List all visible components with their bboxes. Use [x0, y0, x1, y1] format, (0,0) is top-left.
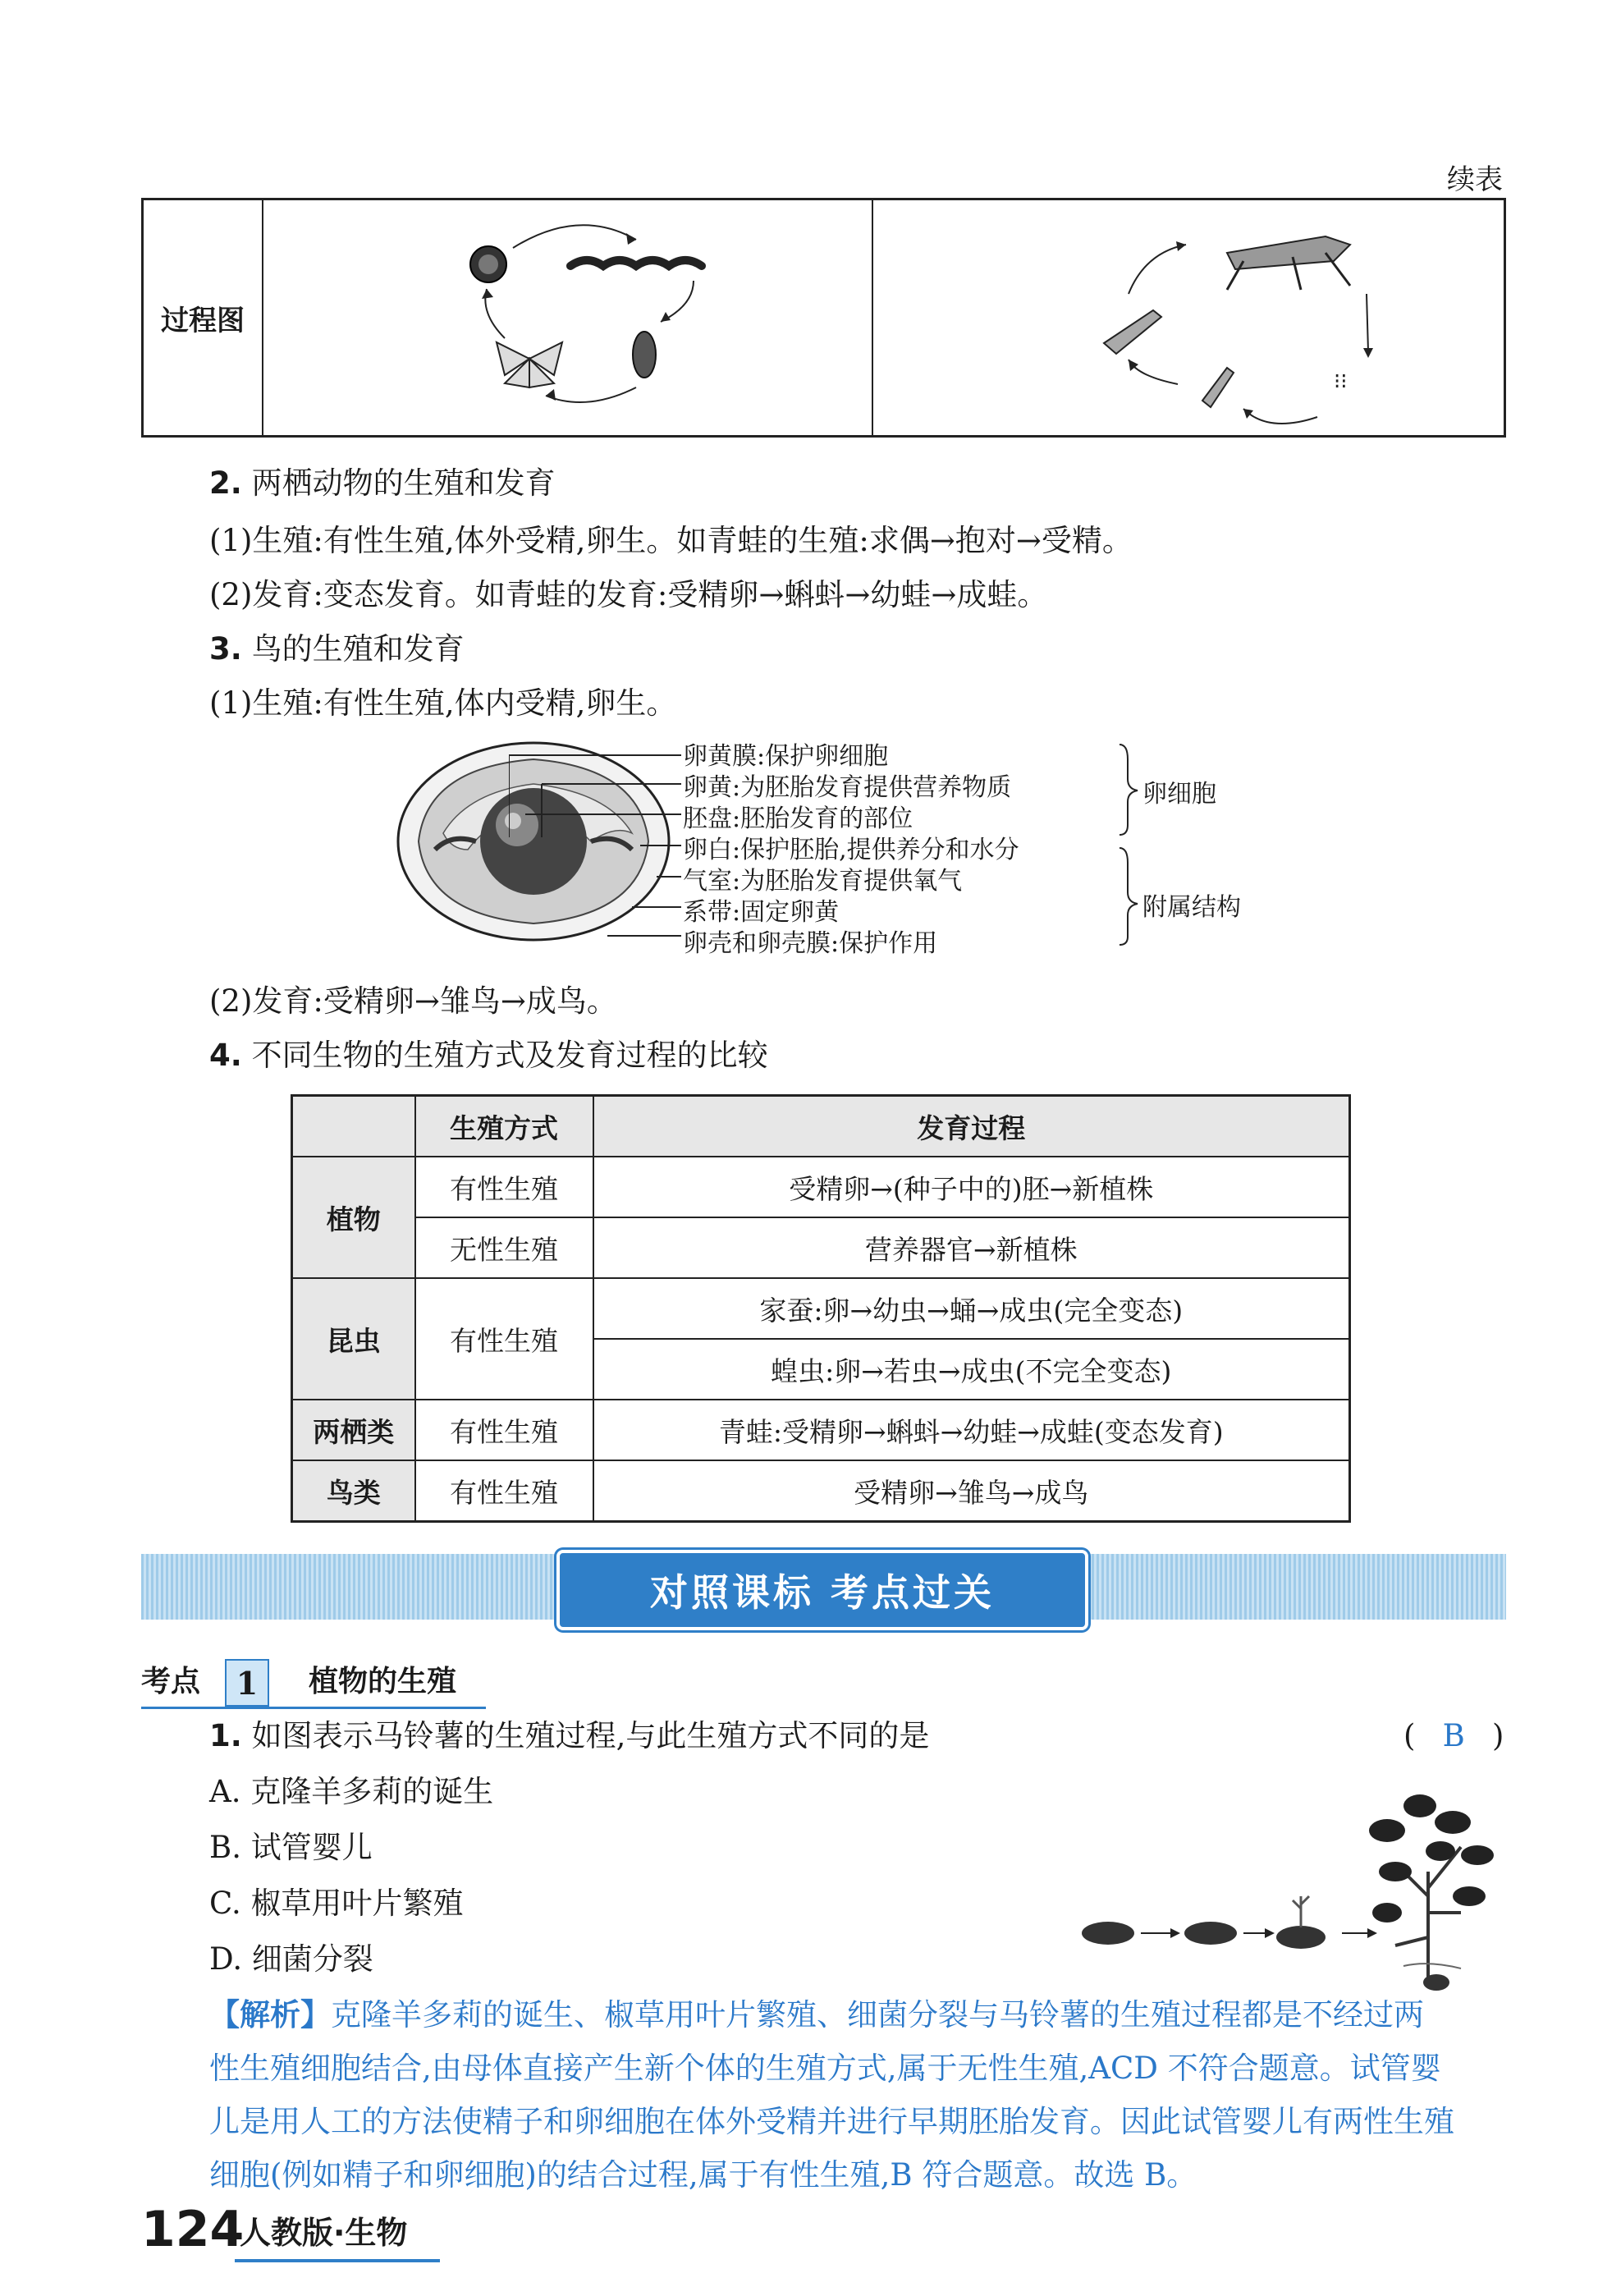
- potato-sprout-icon: [1276, 1926, 1326, 1949]
- option-a: A. 克隆羊多莉的诞生: [209, 1774, 494, 1809]
- egg-label-air-cell: 气室:为胚胎发育提供氧气: [683, 867, 963, 896]
- row-amphibian-name: 两栖类: [292, 1400, 415, 1460]
- plant-dev-1: 受精卵→(种子中的)胚→新植株: [593, 1157, 1350, 1217]
- locust-arrow-3: [1243, 409, 1317, 424]
- kaodian-label: 考点: [141, 1665, 201, 1698]
- header-mode: 生殖方式: [415, 1096, 593, 1157]
- potato-reproduction-figure: [1075, 1773, 1502, 1995]
- kaodian-title: 植物的生殖: [309, 1665, 457, 1698]
- pupa-icon: [633, 332, 656, 378]
- amphibian-dev: 青蛙:受精卵→蝌蚪→幼蛙→成蛙(变态发育): [593, 1400, 1350, 1460]
- egg-label-germinal-disc: 胚盘:胚胎发育的部位: [683, 804, 913, 833]
- analysis-tag: 【解析】: [209, 1997, 331, 2032]
- locust-cycle-diagram: [1079, 212, 1440, 425]
- section-3-line-2: (2)发育:受精卵→雏鸟→成鸟。: [209, 983, 617, 1019]
- table-row: [292, 1278, 1350, 1339]
- row-bird-name: 鸟类: [292, 1460, 415, 1522]
- section-2-title: 两栖动物的生殖和发育: [251, 465, 556, 501]
- book-title: 人教版·生物: [240, 2215, 408, 2251]
- cycle-arrow-1: [513, 225, 636, 248]
- analysis-line-1: [209, 1996, 1424, 2034]
- section-3-line-1: (1)生殖:有性生殖,体内受精,卵生。: [209, 685, 677, 721]
- section-3-heading: [209, 630, 465, 668]
- egg-label-albumen: 卵白:保护胚胎,提供养分和水分: [683, 836, 1019, 864]
- section-4-heading: [209, 1037, 768, 1075]
- egg-labels: [683, 741, 1019, 960]
- egg-label-yolk: 卵黄:为胚胎发育提供营养物质: [683, 773, 1012, 802]
- question-number: 1.: [209, 1718, 242, 1753]
- header-blank: [292, 1096, 415, 1157]
- potato-tuber-1-icon: [1082, 1922, 1134, 1945]
- answer-close: ): [1491, 1718, 1504, 1753]
- option-c: C. 椒草用叶片繁殖: [209, 1886, 464, 1921]
- silkworm-egg-inner: [478, 254, 498, 274]
- section-4-title: 不同生物的生殖方式及发育过程的比较: [251, 1038, 768, 1073]
- larva-icon: [570, 260, 702, 266]
- plant-mode-1: 有性生殖: [415, 1157, 593, 1217]
- egg-group-ovum: 卵细胞: [1142, 780, 1216, 809]
- table-row: [292, 1157, 1350, 1217]
- analysis-text-1: 克隆羊多莉的诞生、椒草用叶片繁殖、细菌分裂与马铃薯的生殖过程都是不经过两: [331, 1997, 1424, 2032]
- section-banner: 对照课标 考点过关: [556, 1550, 1088, 1630]
- adult-locust-icon: [1227, 236, 1350, 269]
- egg-diagram-leader-lines: [509, 739, 698, 952]
- row-plant-name: 植物: [292, 1157, 415, 1278]
- nymph-large-icon: [1104, 310, 1161, 354]
- section-2-heading: [209, 465, 556, 502]
- egg-group-accessory: 附属结构: [1142, 893, 1241, 922]
- plant-mode-2: 无性生殖: [415, 1217, 593, 1278]
- answer-open: (: [1403, 1718, 1416, 1753]
- section-3-title: 鸟的生殖和发育: [251, 631, 465, 667]
- page-number: 124: [141, 2201, 245, 2258]
- locust-arrow-2: [1367, 294, 1368, 351]
- plant-dev-2: 营养器官→新植株: [593, 1217, 1350, 1278]
- comparison-table: [291, 1094, 1351, 1523]
- option-b: B. 试管婴儿: [209, 1830, 373, 1865]
- option-d: D. 细菌分裂: [209, 1941, 373, 1977]
- table-header-row: [292, 1096, 1350, 1157]
- egg-label-chalaza: 系带:固定卵黄: [683, 898, 840, 927]
- analysis-line-4: 细胞(例如精子和卵细胞)的结合过程,属于有性生殖,B 符合题意。故选 B。: [209, 2157, 1197, 2193]
- silkworm-cycle-diagram: [456, 215, 833, 420]
- insect-dev-2: 蝗虫:卵→若虫→成虫(不完全变态): [593, 1339, 1350, 1400]
- continued-label: 续表: [1447, 163, 1503, 196]
- section-4-number: 4.: [209, 1038, 242, 1073]
- insect-dev-1: 家蚕:卵→幼虫→蛹→成虫(完全变态): [593, 1278, 1350, 1339]
- bird-mode: 有性生殖: [415, 1460, 593, 1522]
- table-row: [292, 1217, 1350, 1278]
- section-3-number: 3.: [209, 631, 242, 667]
- section-2-line-2: (2)发育:变态发育。如青蛙的发育:受精卵→蝌蚪→幼蛙→成蛙。: [209, 577, 1048, 612]
- table-row: [292, 1460, 1350, 1522]
- moth-icon: [497, 342, 562, 387]
- footer-underline: [235, 2259, 440, 2262]
- question-text: 如图表示马铃薯的生殖过程,与此生殖方式不同的是: [251, 1718, 930, 1753]
- row-insect-name: 昆虫: [292, 1278, 415, 1400]
- nymph-small-icon: [1202, 368, 1234, 407]
- kaodian-number: 1: [225, 1659, 269, 1707]
- cycle-arrow-3: [546, 387, 636, 402]
- egg-label-yolk-membrane: 卵黄膜:保护卵细胞: [683, 742, 889, 771]
- process-row-label: 过程图: [144, 200, 263, 435]
- header-development: 发育过程: [593, 1096, 1350, 1157]
- potato-tuber-2-icon: [1184, 1922, 1237, 1945]
- table-row: [292, 1400, 1350, 1460]
- egg-label-shell: 卵壳和卵壳膜:保护作用: [683, 929, 938, 958]
- analysis-line-2: 性生殖细胞结合,由母体直接产生新个体的生殖方式,属于无性生殖,ACD 不符合题意。试管婴: [209, 2051, 1441, 2086]
- answer-bracket: [1403, 1717, 1504, 1755]
- amphibian-mode: 有性生殖: [415, 1400, 593, 1460]
- locust-arrow-1: [1129, 245, 1186, 294]
- question-stem: [209, 1717, 929, 1755]
- insect-mode: 有性生殖: [415, 1278, 593, 1400]
- kaodian-underline: [141, 1707, 486, 1709]
- bird-dev: 受精卵→雏鸟→成鸟: [593, 1460, 1350, 1522]
- egg-brackets: [1116, 743, 1141, 948]
- locust-eggs-icon: ⁝⁝: [1334, 369, 1348, 394]
- process-column-divider: [872, 200, 873, 435]
- analysis-line-3: 儿是用人工的方法使精子和卵细胞在体外受精并进行早期胚胎发育。因此试管婴儿有两性生殖: [209, 2104, 1454, 2139]
- process-table: [141, 198, 1506, 438]
- section-2-line-1: (1)生殖:有性生殖,体外受精,卵生。如青蛙的生殖:求偶→抱对→受精。: [209, 523, 1133, 558]
- answer-value: B: [1442, 1718, 1465, 1753]
- section-2-number: 2.: [209, 465, 242, 501]
